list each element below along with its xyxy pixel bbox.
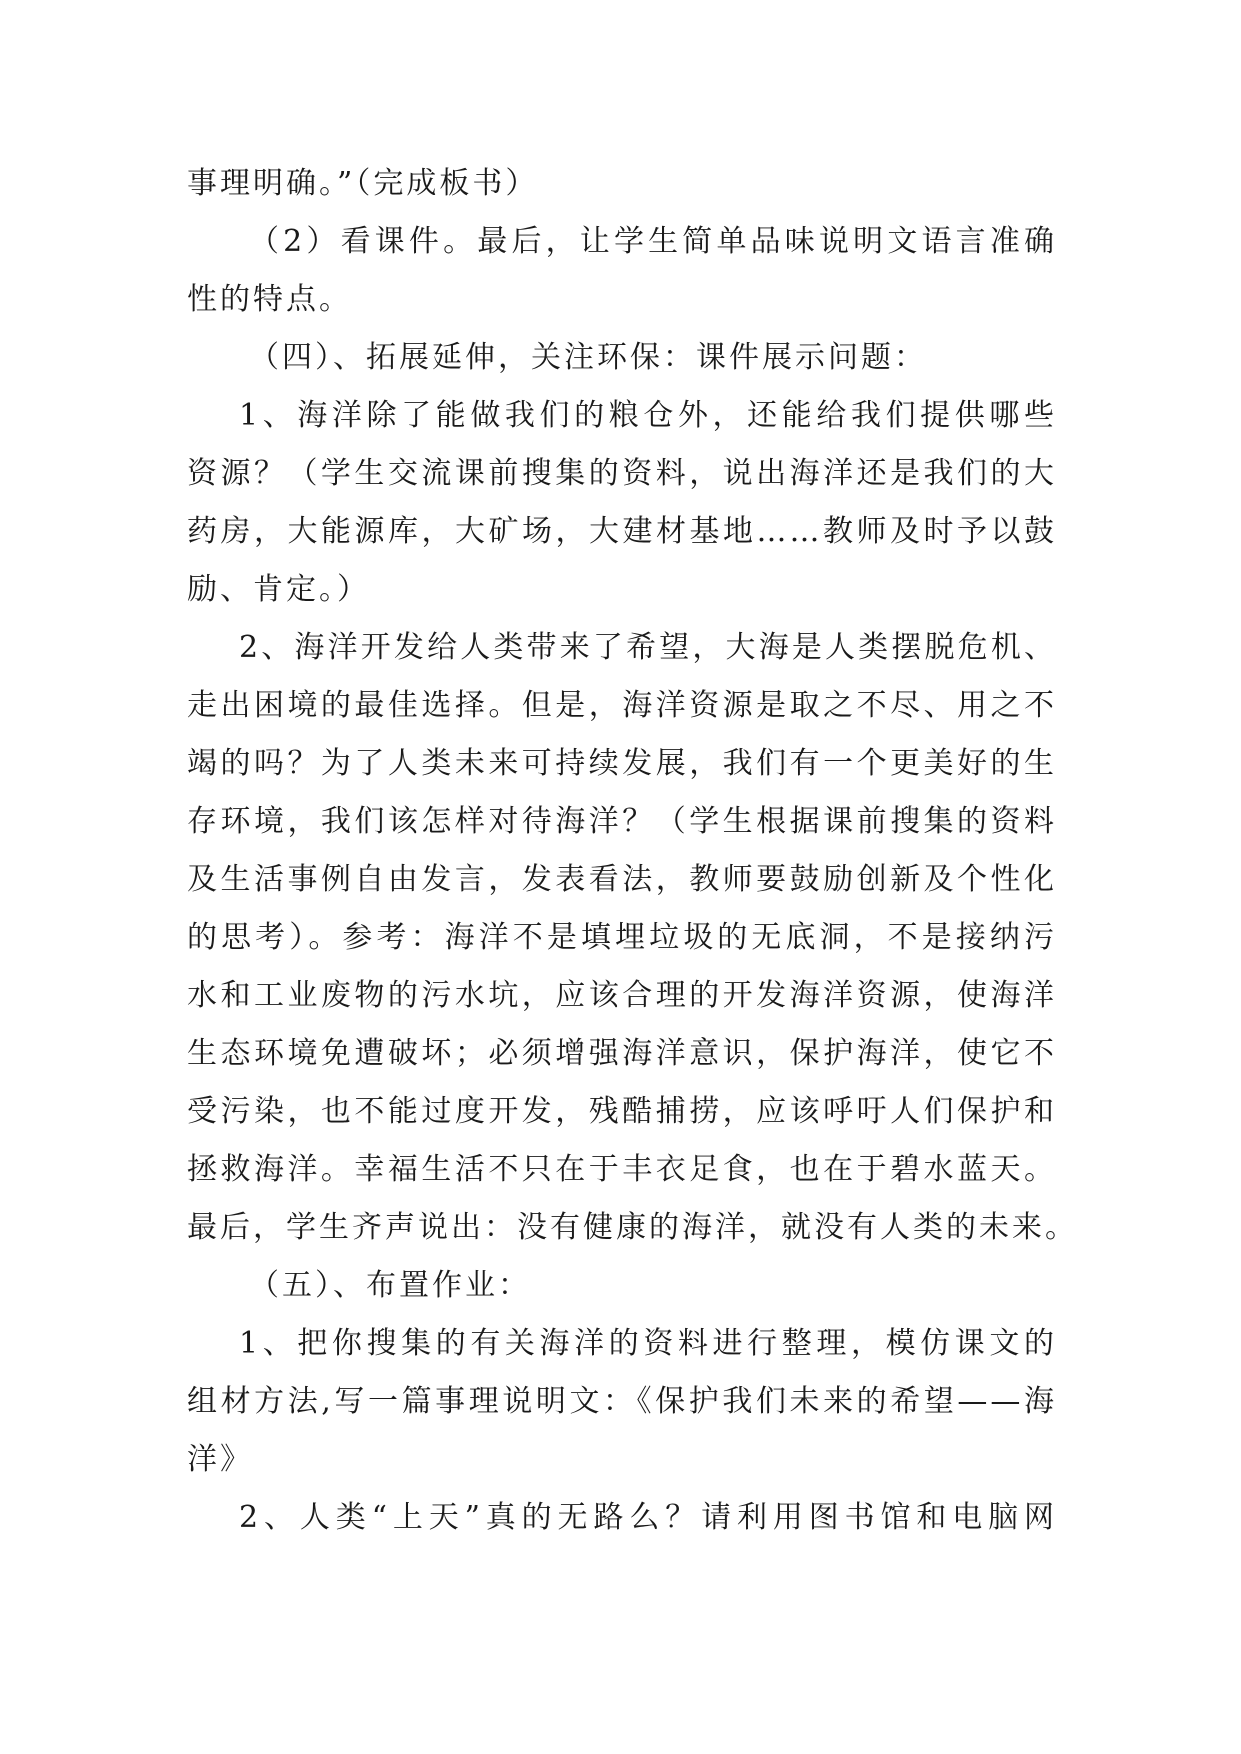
text-line-2: （2）看课件。最后，让学生简单品味说明文语言准确 [249, 224, 1057, 259]
text-line-5: 1、海洋除了能做我们的粮仓外，还能给我们提供哪些 [239, 398, 1057, 433]
text-line-12: 存环境，我们该怎样对待海洋？（学生根据课前搜集的资料 [187, 804, 1057, 839]
text-line-7: 药房，大能源库，大矿场，大建材基地……教师及时予以鼓 [187, 514, 1057, 549]
text-line-22: 组材方法,写一篇事理说明文：《保护我们未来的希望——海 [187, 1384, 1057, 1419]
section-heading-four: （四）、拓展延伸，关注环保：课件展示问题： [249, 340, 927, 375]
text-line-13: 及生活事例自由发言，发表看法，教师要鼓励创新及个性化 [187, 862, 1057, 897]
text-line-24: 2、人类“上天”真的无路么？请利用图书馆和电脑网 [239, 1500, 1057, 1535]
text-line-8: 励、肯定。） [187, 572, 370, 607]
text-line-16: 生态环境免遭破坏；必须增强海洋意识，保护海洋，使它不 [187, 1036, 1057, 1071]
text-line-9: 2、海洋开发给人类带来了希望，大海是人类摆脱危机、 [239, 630, 1057, 665]
text-line-10: 走出困境的最佳选择。但是，海洋资源是取之不尽、用之不 [187, 688, 1057, 723]
text-line-6: 资源？（学生交流课前搜集的资料，说出海洋还是我们的大 [187, 456, 1057, 491]
text-line-15: 水和工业废物的污水坑，应该合理的开发海洋资源，使海洋 [187, 978, 1057, 1013]
text-line-18: 拯救海洋。幸福生活不只在于丰衣足食，也在于碧水蓝天。 [187, 1152, 1057, 1187]
text-line-3: 性的特点。 [187, 282, 352, 317]
text-line-21: 1、把你搜集的有关海洋的资料进行整理，模仿课文的 [239, 1326, 1057, 1361]
text-line-17: 受污染，也不能过度开发，残酷捕捞，应该呼吁人们保护和 [187, 1094, 1057, 1129]
text-line-19: 最后，学生齐声说出：没有健康的海洋，就没有人类的未来。 [187, 1210, 1078, 1245]
section-heading-five: （五）、布置作业： [249, 1268, 531, 1303]
text-line-14: 的思考）。参考：海洋不是填埋垃圾的无底洞，不是接纳污 [187, 920, 1057, 955]
text-line-1: 事理明确。”（完成板书） [187, 166, 539, 201]
document-body [187, 155, 1078, 1547]
text-line-23: 洋》 [187, 1442, 253, 1477]
text-line-11: 竭的吗？为了人类未来可持续发展，我们有一个更美好的生 [187, 746, 1057, 781]
